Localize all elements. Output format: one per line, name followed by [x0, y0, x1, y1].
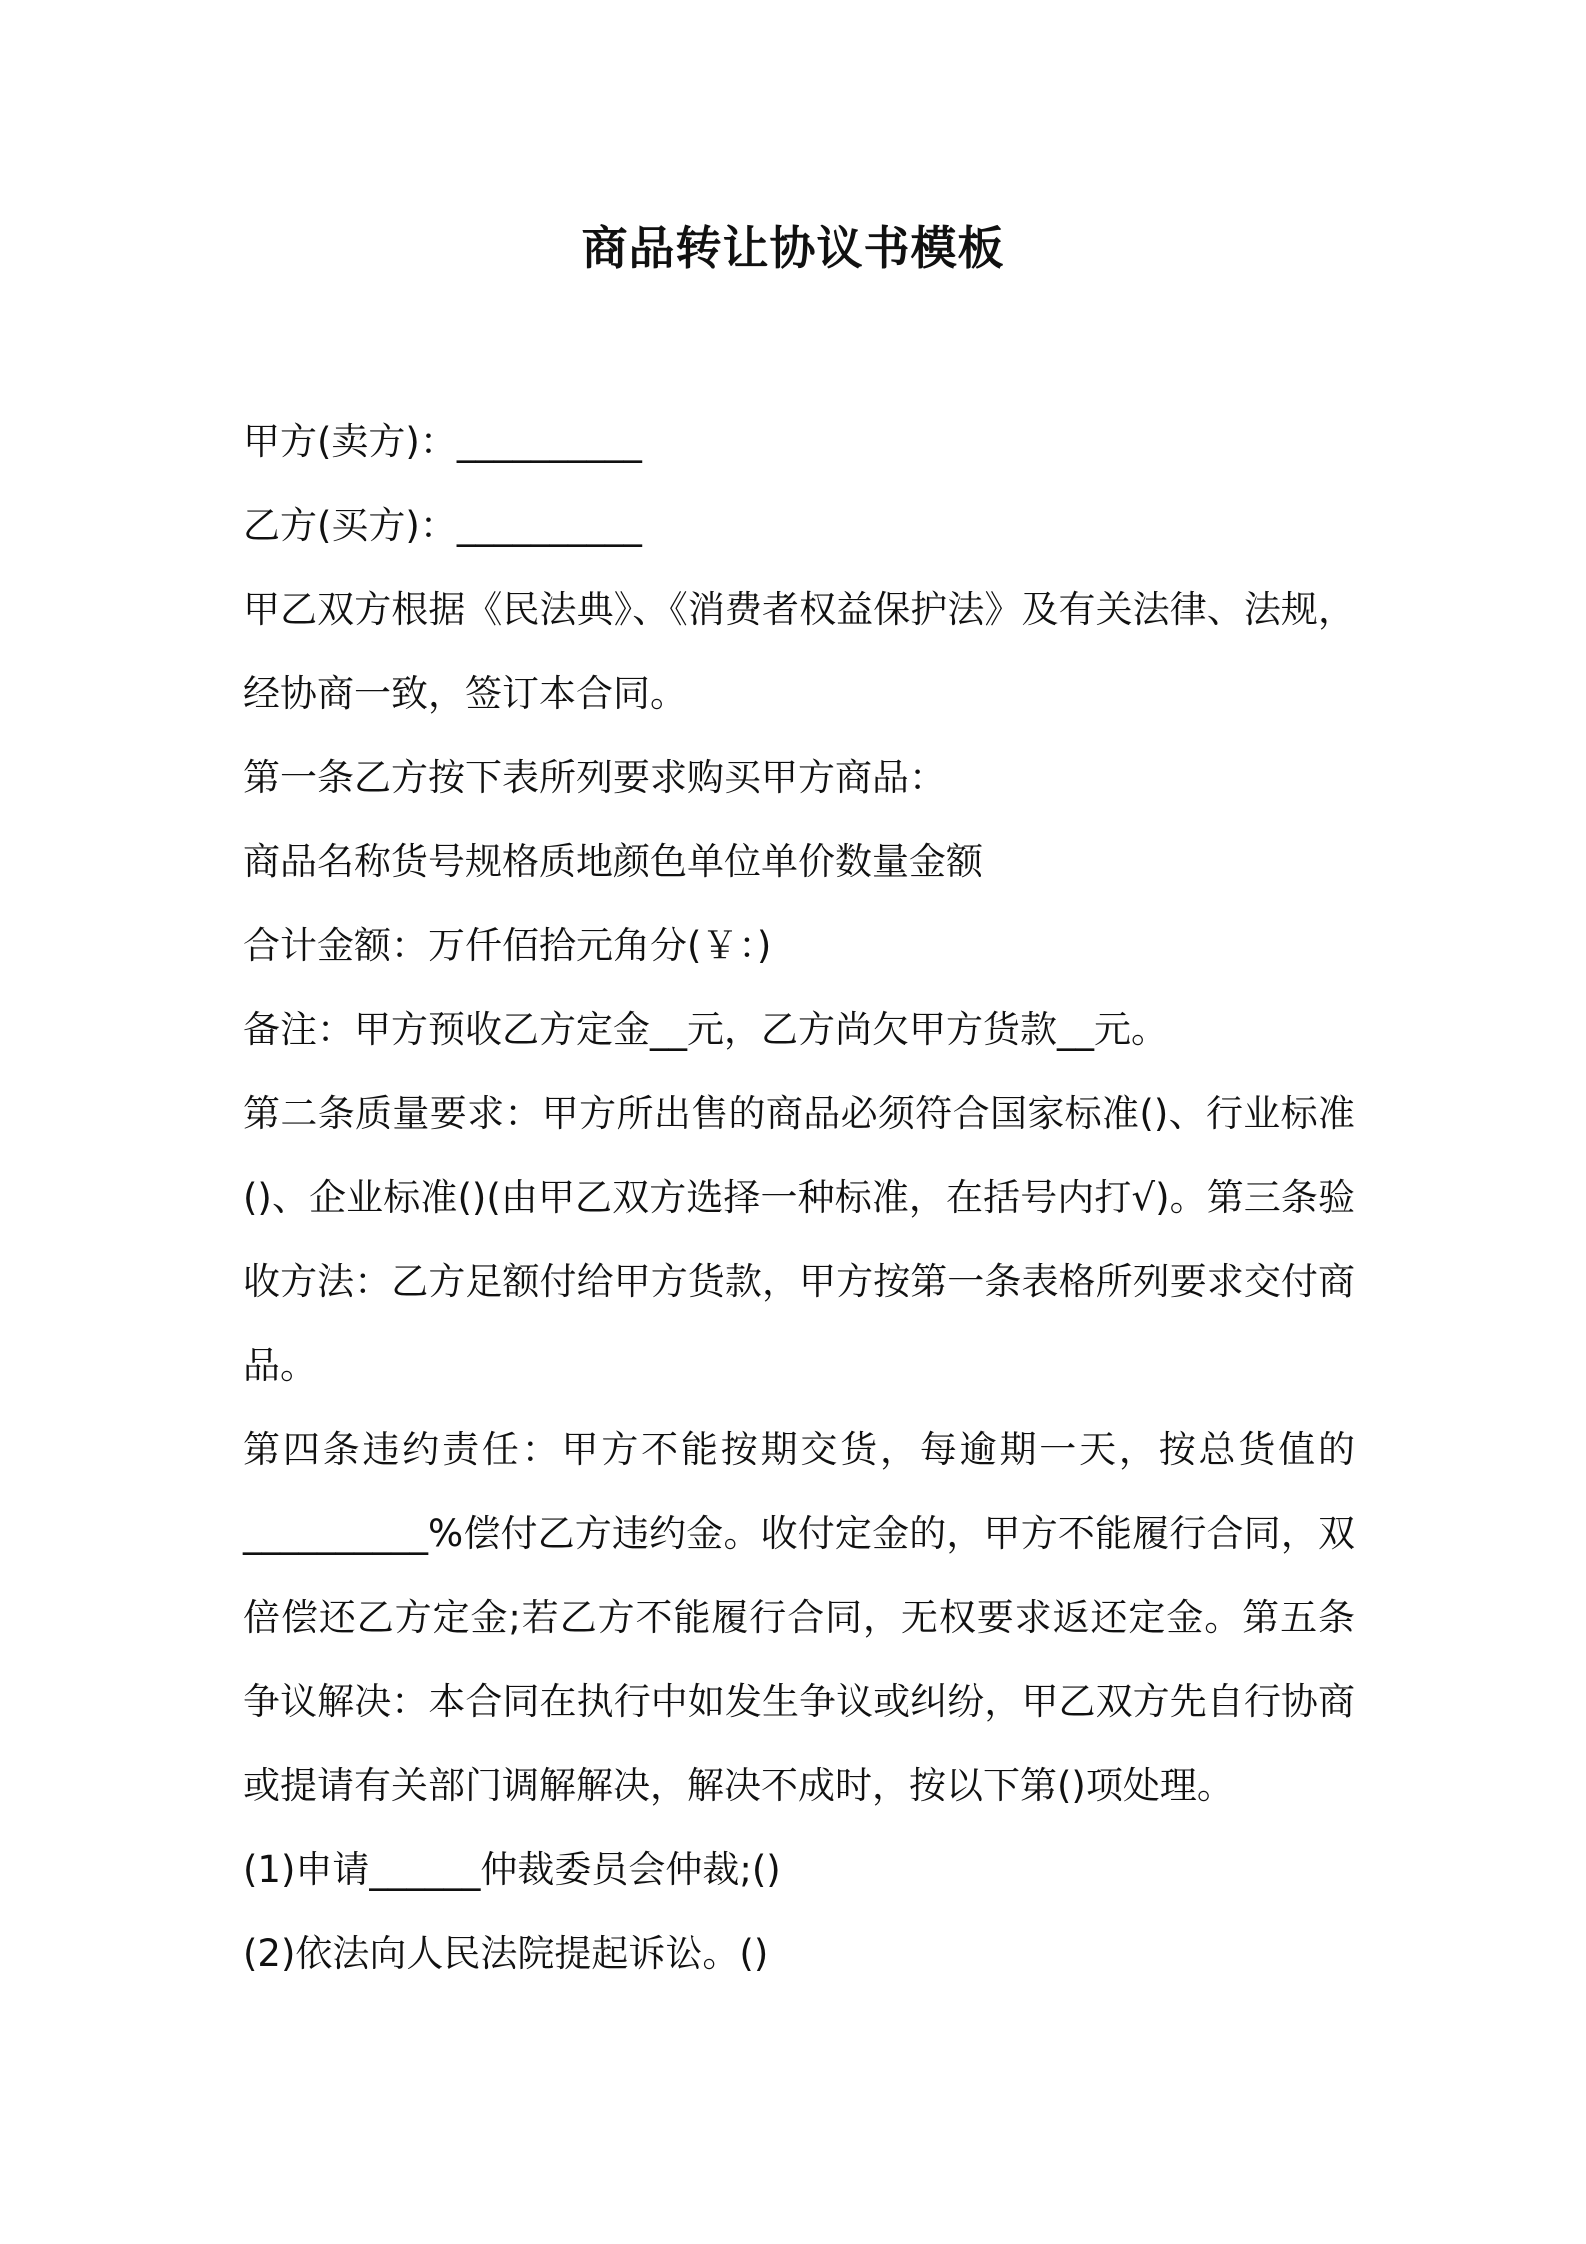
- party-a-line: 甲方(卖方)：__________: [243, 420, 642, 463]
- remarks-line: 备注：甲方预收乙方定金__元，乙方尚欠甲方货款__元。: [243, 1008, 1168, 1051]
- article-1-line: 第一条乙方按下表所列要求购买甲方商品：: [243, 756, 946, 799]
- option-2-line: (2)依法向人民法院提起诉讼。(): [243, 1932, 769, 1975]
- preamble-line-1: 甲乙双方根据《民法典》、《消费者权益保护法》及有关法律、法规，: [243, 588, 1355, 631]
- document-title: 商品转让协议书模板: [581, 221, 1005, 275]
- article-4-line-2: __________%偿付乙方违约金。收付定金的，甲方不能履行合同，双: [243, 1512, 1355, 1555]
- option-1-line: (1)申请______仲裁委员会仲裁;(): [243, 1848, 781, 1891]
- goods-columns-line: 商品名称货号规格质地颜色单位单价数量金额: [243, 840, 983, 883]
- article-4-line-1: 第四条违约责任：甲方不能按期交货，每逾期一天，按总货值的: [243, 1428, 1355, 1471]
- document-body: [243, 400, 1355, 1996]
- article-5-line-1: 争议解决：本合同在执行中如发生争议或纠纷，甲乙双方先自行协商: [243, 1680, 1355, 1723]
- article-3-line-1: 收方法：乙方足额付给甲方货款，甲方按第一条表格所列要求交付商: [243, 1260, 1355, 1303]
- article-2-line-1: 第二条质量要求：甲方所出售的商品必须符合国家标准()、行业标准: [243, 1092, 1355, 1135]
- article-5-line-2: 或提请有关部门调解解决，解决不成时，按以下第()项处理。: [243, 1764, 1234, 1807]
- article-2-line-2: ()、企业标准()(由甲乙双方选择一种标准，在括号内打√)。第三条验: [243, 1176, 1355, 1219]
- total-amount-line: 合计金额：万仟佰拾元角分(￥：): [243, 924, 772, 967]
- article-4-line-3: 倍偿还乙方定金;若乙方不能履行合同，无权要求返还定金。第五条: [243, 1596, 1355, 1639]
- article-3-line-2: 品。: [243, 1344, 317, 1387]
- preamble-line-2: 经协商一致，签订本合同。: [243, 672, 687, 715]
- party-b-line: 乙方(买方)：__________: [243, 504, 642, 547]
